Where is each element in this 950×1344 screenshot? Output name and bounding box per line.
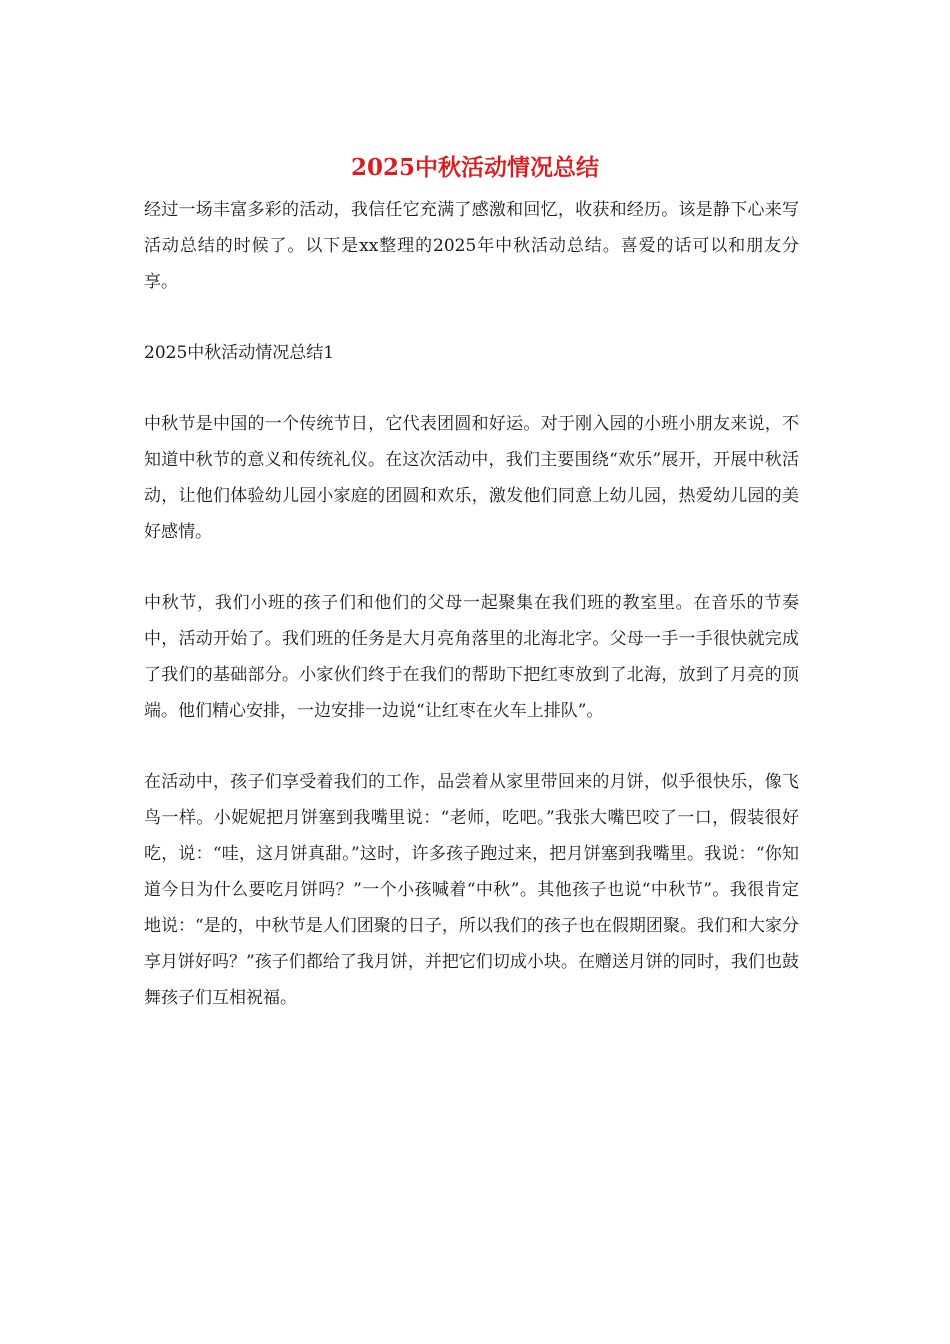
document-body bbox=[144, 192, 799, 1051]
section-heading: 2025中秋活动情况总结1 bbox=[144, 343, 335, 363]
document-title: 2025中秋活动情况总结 bbox=[350, 154, 599, 181]
intro-paragraph: 经过一场丰富多彩的活动，我信任它充满了感激和回忆，收获和经历。该是静下心来写活动总结的时候了。以下是xx整理的2025年中秋活动总结。喜爱的话可以和朋友分享。 bbox=[144, 200, 799, 292]
body-paragraph: 中秋节，我们小班的孩子们和他们的父母一起聚集在我们班的教室里。在音乐的节奏中，活动开始了。我们班的任务是大月亮角落里的北海北字。父母一手一手很快就完成了我们的基础部分。小家伙们终于在我们的帮助下把红枣放到了北海，放到了月亮的顶端。他们精心安排，一边安排一边说“让红枣在火车上排队”。 bbox=[144, 593, 799, 721]
body-paragraph: 在活动中，孩子们享受着我们的工作，品尝着从家里带回来的月饼，似乎很快乐，像飞鸟一样。小妮妮把月饼塞到我嘴里说：“老师，吃吧。”我张大嘴巴咬了一口，假装很好吃，说：“哇，这月饼真甜。”这时，许多孩子跑过来，把月饼塞到我嘴里。我说：“你知道今日为什么要吃月饼吗？”一个小孩喊着“中秋”。其他孩子也说“中秋节”。我很肯定地说：“是的，中秋节是人们团聚的日子，所以我们的孩子也在假期团聚。我们和大家分享月饼好吗？”孩子们都给了我月饼，并把它们切成小块。在赠送月饼的同时，我们也鼓舞孩子们互相祝福。 bbox=[144, 772, 799, 1008]
body-paragraph: 中秋节是中国的一个传统节日，它代表团圆和好运。对于刚入园的小班小朋友来说，不知道中秋节的意义和传统礼仪。在这次活动中，我们主要围绕“欢乐”展开，开展中秋活动，让他们体验幼儿园小家庭的团圆和欢乐，激发他们同意上幼儿园，热爱幼儿园的美好感情。 bbox=[144, 414, 799, 542]
